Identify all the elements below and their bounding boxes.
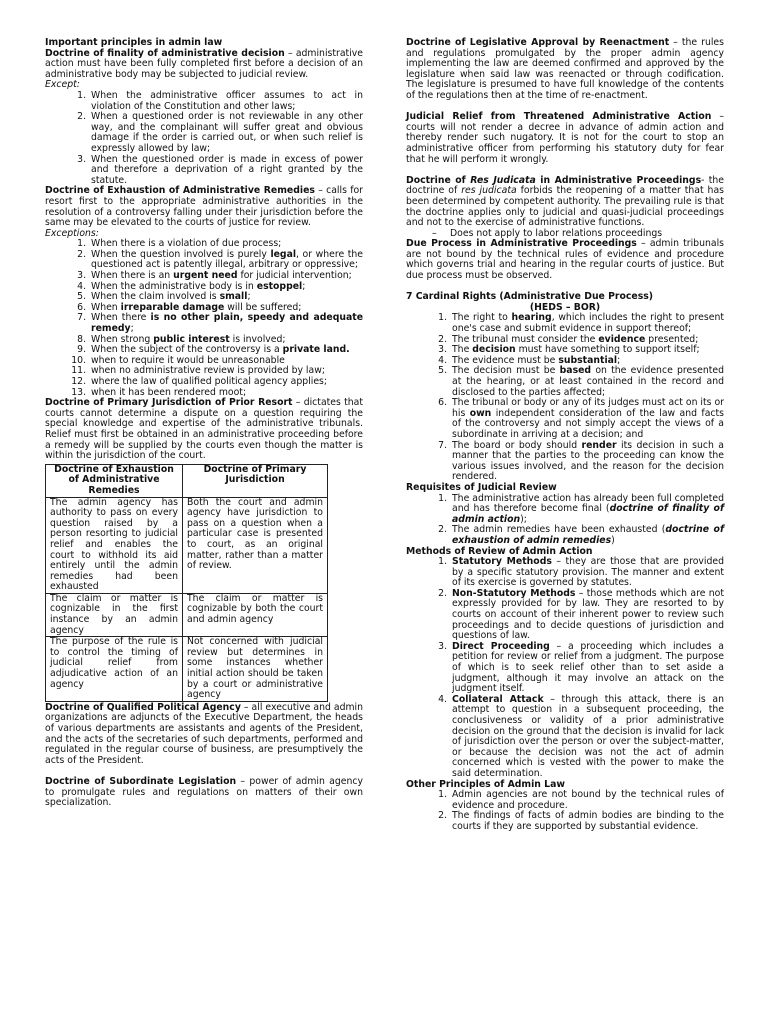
except-label: Except: (45, 79, 80, 91)
finality-exceptions-list (45, 91, 363, 186)
list-item: 1. Statutory Methods – they are those that are provided by a specific statutory provision. The manner and extent of its exercise is governed by statutes. (450, 557, 724, 589)
right-column (406, 38, 724, 833)
list-item: 2. When the question involved is purely legal, or where the questioned act is patently illegal, arbitrary or oppressive; (89, 250, 363, 271)
requisites-heading: Requisites of Judicial Review (406, 481, 557, 493)
list-item: 5. When the claim involved is small; (89, 292, 363, 303)
res-judicata-paragraph: Doctrine of Res Judicata in Administrative Proceedings- the doctrine of res judicata forbids the reopening of a matter that has been determined by competent authority. The prevailing rule is that the doctrine applies only to judicial and quasi-judicial proceedings and not to the exercise of administrative functions. (406, 174, 724, 229)
list-item: 6. When irreparable damage will be suffered; (89, 303, 363, 314)
table-cell: The claim or matter is cognizable by both the court and admin agency (183, 593, 328, 636)
prior-resort-heading: Doctrine of Primary Jurisdiction of Prior Resort (45, 397, 293, 409)
list-item: 2. Non-Statutory Methods – those methods which are not expressly provided for by law. They are resorted to by courts on account of their inherent power to review such proceedings and to decide questions of jurisdiction and questions of law. (450, 589, 724, 642)
list-item: 1. When there is a violation of due process; (89, 239, 363, 250)
list-item: 12. where the law of qualified political agency applies; (89, 377, 363, 388)
list-item: 11. when no administrative review is provided by law; (89, 366, 363, 377)
cardinal-rights-subheading: (HEDS – BOR) (529, 301, 601, 313)
threatened-action-heading: Judicial Relief from Threatened Administrative Action (406, 111, 712, 123)
list-item: 3. The decision must have something to support itself; (450, 345, 724, 356)
other-principles-heading: Other Principles of Admin Law (406, 778, 565, 790)
list-item: 1. Admin agencies are not bound by the technical rules of evidence and procedure. (450, 790, 724, 811)
list-item: 4. The evidence must be substantial; (450, 356, 724, 367)
list-item: 8. When strong public interest is involved; (89, 335, 363, 346)
table-header-row (46, 464, 328, 497)
prior-resort-paragraph: Doctrine of Primary Jurisdiction of Prior Resort – dictates that courts cannot determine a dispute on a question requiring the special knowledge and expertise of the administrative tribunals. Relief must first be obtained in an administrative proceeding before a remedy will be supplied by the courts even though the matter is within the jurisdiction of the court. (45, 397, 363, 462)
list-item: 7. The board or body should render its decision in such a manner that the parties to the proceeding can know the various issues involved, and the reason for the decision rendered. (450, 441, 724, 483)
finality-heading: Doctrine of finality of administrative decision (45, 47, 285, 59)
methods-heading: Methods of Review of Admin Action (406, 545, 593, 557)
list-item: 7. When there is no other plain, speedy and adequate remedy; (89, 313, 363, 334)
comparison-table (45, 464, 328, 702)
subordinate-legislation-paragraph: Doctrine of Subordinate Legislation – power of admin agency to promulgate rules and regulations on matters of their own specialization. (45, 775, 363, 809)
list-item: 2. The findings of facts of admin bodies are binding to the courts if they are supported by substantial evidence. (450, 811, 724, 832)
exceptions-label: Exceptions: (45, 227, 99, 239)
table-cell: Not concerned with judicial review but determines in some instances whether initial action should be taken by a court or administrative agency (183, 637, 328, 702)
list-item: 1. The administrative action has already been full completed and has therefore become final (doctrine of finality of admin action); (450, 494, 724, 526)
list-item: 10. when to require it would be unreasonable (89, 356, 363, 367)
list-item: 3. When the questioned order is made in excess of power and therefore a deprivation of a right granted by the statute. (89, 155, 363, 187)
list-item: 3. Direct Proceeding – a proceeding which includes a petition for review or relief from a judgment. The purpose of which is to seek relief other than to set aside a judgment, although it may involve an attack on the judgment itself. (450, 642, 724, 695)
due-process-paragraph: Due Process in Administrative Proceedings – admin tribunals are not bound by the technical rules of evidence and procedure which governs trial and hearing in the regular courts of justice. But due process must be observed. (406, 238, 724, 282)
cardinal-rights-heading: 7 Cardinal Rights (Administrative Due Process) (406, 291, 654, 303)
list-item: 4. Collateral Attack – through this attack, there is an attempt to question in a subsequent proceeding, the conclusiveness or validity of a prior administrative decision on the ground that the decision is invalid for lack of jurisdiction over the person or over the subject-matter, or because the decision was not the act of admin concerned which is vested with the power to make the said determination. (450, 695, 724, 780)
table-row (46, 497, 328, 593)
table-header: Doctrine of Exhaustion of Administrative Remedies (46, 464, 183, 497)
res-judicata-heading: Doctrine of Res Judicata in Administrative Proceedings (406, 174, 702, 186)
list-item: 1. The right to hearing, which includes the right to present one's case and submit evidence in support thereof; (450, 313, 724, 334)
requisites-list (406, 494, 724, 547)
other-principles-list (406, 790, 724, 832)
table-row (46, 593, 328, 636)
table-cell: The claim or matter is cognizable in the first instance by an admin agency (46, 593, 183, 636)
list-item: 6. The tribunal or body or any of its judges must act on its or his own independent consideration of the law and facts of the controversy and not simply accept the views of a subordinate in arriving at a decision; and (450, 398, 724, 440)
list-item: 9. When the subject of the controversy is a private land. (89, 345, 363, 356)
cardinal-rights-list (406, 313, 724, 483)
methods-list (406, 557, 724, 779)
list-item: 4. When the administrative body is in estoppel; (89, 282, 363, 293)
subordinate-legislation-heading: Doctrine of Subordinate Legislation (45, 775, 237, 787)
page-title: Important principles in admin law (45, 37, 223, 48)
table-cell: The purpose of the rule is to control the timing of judicial relief from adjudicative action of an agency (46, 637, 183, 702)
list-item: 2. When a questioned order is not reviewable in any other way, and the complainant will suffer great and obvious damage if the order is carried out, or when such relief is expressly allowed by law; (89, 112, 363, 154)
table-header: Doctrine of Primary Jurisdiction (183, 464, 328, 497)
finality-paragraph: Doctrine of finality of administrative decision – administrative action must have been fully completed first before a decision of an administrative body may be subjected to judicial review. (45, 47, 363, 80)
left-column (45, 38, 363, 809)
exhaustion-paragraph: Doctrine of Exhaustion of Administrative Remedies – calls for resort first to the appropriate administrative authorities in the resolution of a controversy falling under their jurisdiction before the same may be elevated to the courts of justice for review. (45, 185, 363, 229)
exhaustion-exceptions-list (45, 239, 363, 398)
threatened-action-paragraph: Judicial Relief from Threatened Administrative Action – courts will not render a decree in advance of admin action and thereby render such nugatory. It is not for the court to stop an administrative officer from performing his statutory duty for fear that he will perform it wrongly. (406, 111, 724, 165)
table-row (46, 637, 328, 702)
list-item: 2. The admin remedies have been exhausted (doctrine of exhaustion of admin remedies) (450, 525, 724, 546)
list-item: 5. The decision must be based on the evidence presented at the hearing, or at least contained in the record and disclosed to the parties affected; (450, 366, 724, 398)
table-cell: The admin agency has authority to pass on every question raised by a person resorting to judicial relief and enables the court to withhold its aid entirely until the admin remedies had been exhausted (46, 497, 183, 593)
exhaustion-heading: Doctrine of Exhaustion of Administrative Remedies (45, 185, 315, 197)
qualified-agency-paragraph: Doctrine of Qualified Political Agency – all executive and admin organizations are adjuncts of the Executive Department, the heads of various departments are assistants and agents of the President, and the acts of the secretaries of such departments, performed and regulated in the regular course of business, are presumptively the acts of the President. (45, 701, 363, 766)
reenactment-paragraph: Doctrine of Legislative Approval by Reenactment – the rules and regulations promulgated by the proper admin agency implementing the law are deemed confirmed and approved by the legislature when said law was reenacted or through codification. The legislature is presumed to have full knowledge of the contents of the regulations then at the time of re-enactment. (406, 37, 724, 101)
reenactment-heading: Doctrine of Legislative Approval by Reenactment (406, 37, 670, 48)
list-item: 2. The tribunal must consider the evidence presented; (450, 335, 724, 346)
table-cell: Both the court and admin agency have jurisdiction to pass on a question when a particular case is presented to court, as an original matter, rather than a matter of review. (183, 497, 328, 593)
list-item: – Does not apply to labor relations proceedings (450, 229, 724, 240)
due-process-heading: Due Process in Administrative Proceedings (406, 238, 637, 250)
list-item: 3. When there is an urgent need for judicial intervention; (89, 271, 363, 282)
qualified-agency-heading: Doctrine of Qualified Political Agency (45, 701, 241, 713)
list-item: 13. when it has been rendered moot; (89, 388, 363, 399)
list-item: 1. When the administrative officer assumes to act in violation of the Constitution and other laws; (89, 91, 363, 112)
